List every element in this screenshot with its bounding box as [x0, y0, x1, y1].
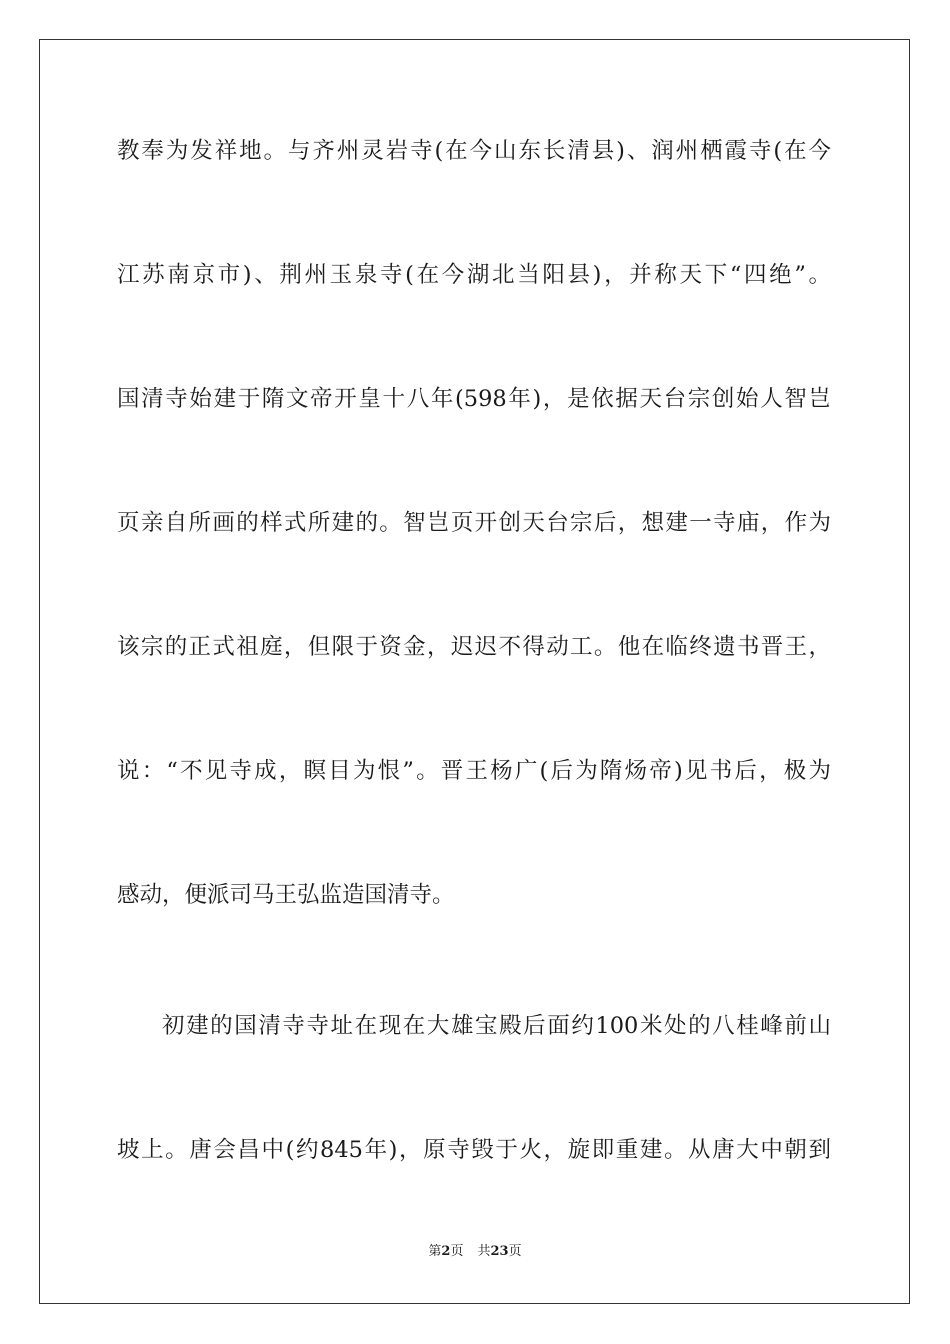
text-line: 国清寺始建于隋文帝开皇十八年(598年)，是依据天台宗创始人智岂: [117, 386, 831, 412]
text-line: 坡上。唐会昌中(约845年)，原寺毁于火，旋即重建。从唐大中朝到: [117, 1137, 831, 1163]
text-line: 页亲自所画的样式所建的。智岂页开创天台宗后，想建一寺庙，作为: [117, 510, 831, 536]
page-footer: [0, 1243, 950, 1261]
text-line: 感动，便派司马王弘监造国清寺。: [117, 882, 455, 908]
total-prefix: 共: [477, 1244, 491, 1259]
text-line: 说：“不见寺成，瞑目为恨”。晋王杨广(后为隋炀帝)见书后，极为: [117, 758, 831, 784]
total-suffix: 页: [508, 1244, 522, 1259]
total-pages: 23: [490, 1244, 509, 1259]
text-line: 该宗的正式祖庭，但限于资金，迟迟不得动工。他在临终遗书晋王，: [117, 634, 831, 660]
text-line: 教奉为发祥地。与齐州灵岩寺(在今山东长清县)、润州栖霞寺(在今: [117, 138, 831, 164]
page-border: [39, 39, 910, 1304]
page-prefix: 第: [428, 1244, 442, 1259]
page-suffix: 页: [450, 1244, 464, 1259]
page-number: 2: [441, 1244, 451, 1259]
paragraph-first-line: 初建的国清寺寺址在现在大雄宝殿后面约100米处的八桂峰前山: [162, 1013, 831, 1039]
text-line: 江苏南京市)、荆州玉泉寺(在今湖北当阳县)，并称天下“四绝”。: [117, 262, 831, 288]
